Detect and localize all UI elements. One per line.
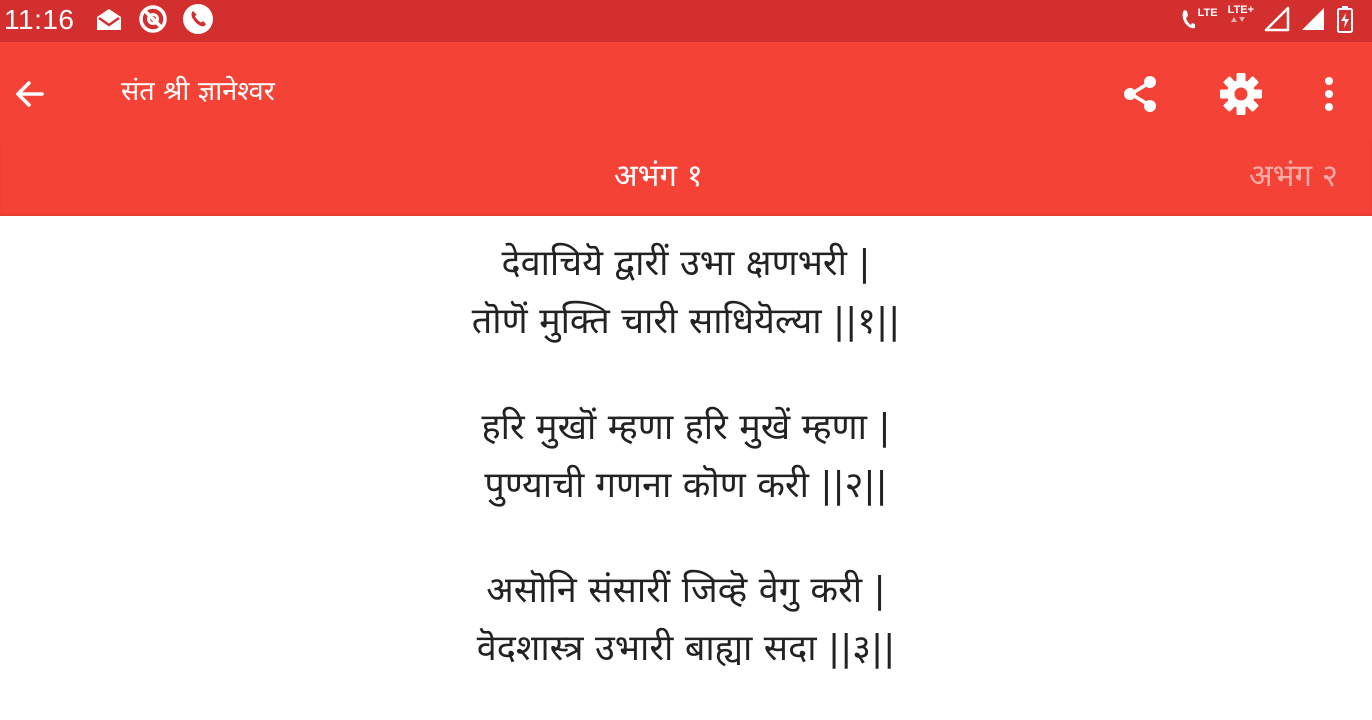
more-options-button[interactable] xyxy=(1303,68,1355,120)
verse-line: वॆदशास्त्र उभारी बाह्या सदा ||३|| xyxy=(476,628,896,669)
signal-icon xyxy=(1264,6,1290,32)
stanza-1 xyxy=(0,235,1372,351)
verse-line: पुण्याची गणना कॊण करी ||२|| xyxy=(484,465,888,506)
verse-line: तॊणॆं मुक्ति चारी साधियॆल्या ||१|| xyxy=(471,301,901,342)
phone-call-icon xyxy=(182,3,214,35)
signal-full-icon xyxy=(1300,6,1326,32)
app-title: संत श्री ज्ञानेश्वर xyxy=(121,76,275,107)
lte-plus-label: LTE+ xyxy=(1227,4,1254,16)
do-not-disturb-icon xyxy=(138,4,168,34)
tab-bar xyxy=(0,142,1372,216)
volte-call-icon xyxy=(1180,6,1218,32)
lte-label: LTE xyxy=(1197,7,1218,19)
tab-abhang-2[interactable]: अभंग २ xyxy=(1249,158,1338,194)
share-button[interactable] xyxy=(1114,68,1166,120)
settings-button[interactable] xyxy=(1215,68,1267,120)
gear-icon xyxy=(1218,71,1264,117)
status-icons-left xyxy=(94,3,214,35)
mail-icon xyxy=(94,6,124,32)
abhang-content[interactable] xyxy=(0,216,1372,720)
tab-abhang-1[interactable]: अभंग १ xyxy=(614,158,703,194)
status-time: 11:16 xyxy=(4,4,75,35)
verse-line: हरि मुखॊं म्हणा हरि मुखें म्हणा | xyxy=(481,407,891,448)
status-bar xyxy=(0,0,1372,42)
status-icons-right xyxy=(1180,3,1354,35)
verse-line: देवाचियॆ द्वारीं उभा क्षणभरी | xyxy=(501,243,871,284)
app-bar xyxy=(0,42,1372,142)
back-button[interactable] xyxy=(6,70,54,118)
stanza-3 xyxy=(0,562,1372,678)
arrow-back-icon xyxy=(12,76,48,112)
share-icon xyxy=(1118,72,1162,116)
lte-signal-icon xyxy=(1227,4,1254,24)
verse-line: असॊनि संसारीं जिव्हॆ वेगु करी | xyxy=(486,570,886,611)
stanza-2 xyxy=(0,399,1372,515)
battery-charging-icon xyxy=(1336,5,1354,33)
more-vertical-icon xyxy=(1322,74,1336,114)
